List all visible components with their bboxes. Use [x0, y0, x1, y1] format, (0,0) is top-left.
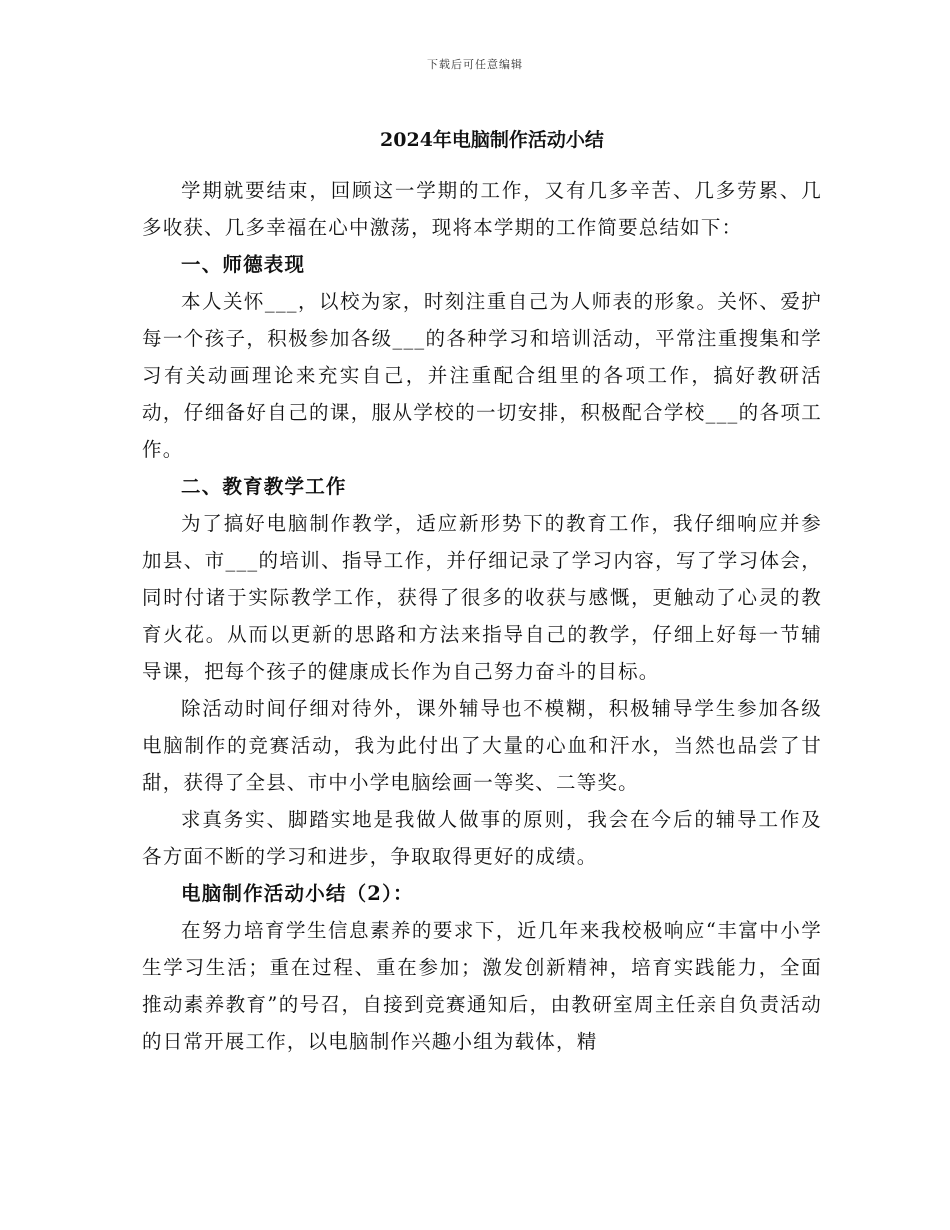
header-note: 下载后可任意编辑 [427, 58, 523, 71]
section-heading-ethics: 一、师德表现 [181, 253, 306, 276]
teaching-paragraph-2: 除活动时间仔细对待外，课外辅导也不模糊，积极辅导学生参加各级电脑制作的竞赛活动，我为此付出了大量的心血和汗水，当然也品尝了甘甜，获得了全县、市中小学电脑绘画一等奖、二等奖。 [142, 697, 822, 794]
document-body [142, 126, 822, 1060]
ethics-paragraph: 本人关怀___，以校为家，时刻注重自己为人师表的形象。关怀、爱护每一个孩子，积极参加各级___的各种学习和培训活动，平常注重搜集和学习有关动画理论来充实自己，并注重配合组里的各项工作，搞好教研活动，仔细备好自己的课，服从学校的一切安排，积极配合学校___的各项工作。 [142, 290, 822, 461]
document-title: 2024年电脑制作活动小结 [380, 129, 604, 151]
intro-paragraph: 学期就要结束，回顾这一学期的工作，又有几多辛苦、几多劳累、几多收获、几多幸福在心中激荡，现将本学期的工作简要总结如下： [142, 179, 822, 239]
section-heading-teaching: 二、教育教学工作 [181, 475, 347, 498]
section-heading-summary-2: 电脑制作活动小结（2）： [181, 882, 414, 905]
teaching-paragraph-3: 求真务实、脚踏实地是我做人做事的原则，我会在今后的辅导工作及各方面不断的学习和进步，争取取得更好的成绩。 [142, 808, 822, 868]
summary-2-paragraph: 在努力培育学生信息素养的要求下，近几年来我校极响应“丰富中小学生学习生活；重在过程、重在参加；激发创新精神，培育实践能力，全面推动素养教育”的号召，自接到竞赛通知后，由教研室周主任亲自负责活动的日常开展工作，以电脑制作兴趣小组为载体，精 [142, 919, 822, 1053]
teaching-paragraph-1: 为了搞好电脑制作教学，适应新形势下的教育工作，我仔细响应并参加县、市___的培训、指导工作，并仔细记录了学习内容，写了学习体会，同时付诸于实际教学工作，获得了很多的收获与感慨，更触动了心灵的教育火花。从而以更新的思路和方法来指导自己的教学，仔细上好每一节辅导课，把每个孩子的健康成长作为自己努力奋斗的目标。 [142, 512, 822, 683]
